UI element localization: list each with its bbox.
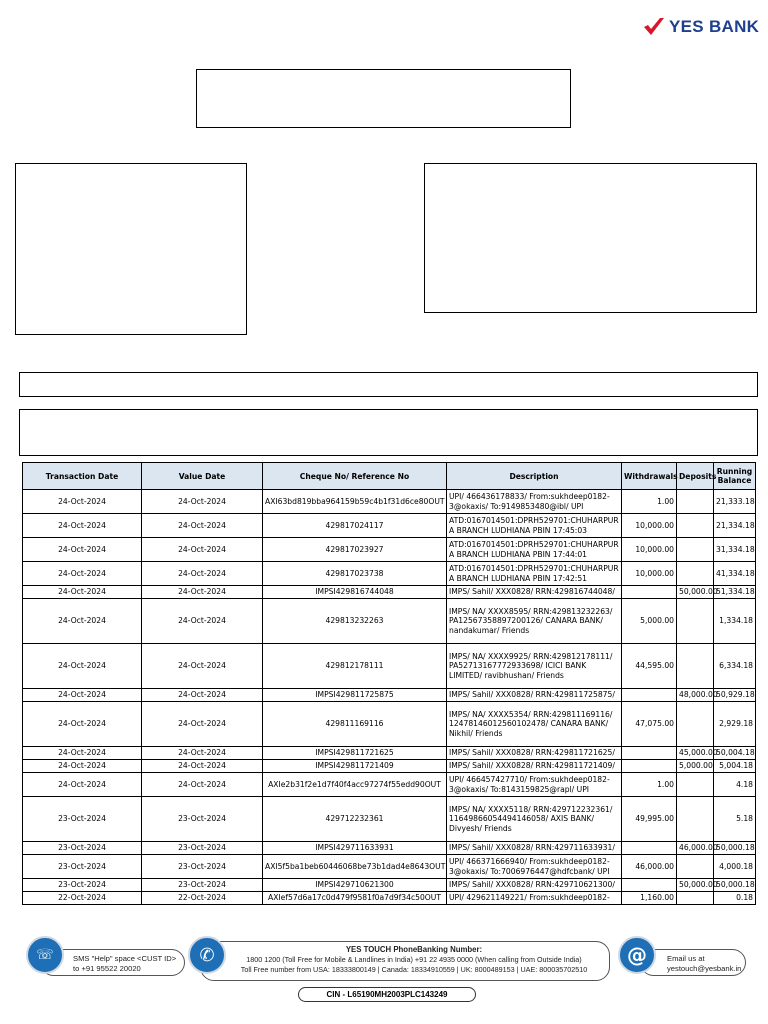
yes-bank-logo (641, 14, 759, 40)
cell-transaction-date: 24-Oct-2024 (23, 747, 142, 760)
cell-reference-no: 429817024117 (263, 514, 447, 538)
redacted-customer-box (15, 163, 247, 335)
cell-deposits (677, 562, 714, 586)
cell-deposits (677, 599, 714, 644)
cin-number: CIN - L65190MH2003PLC143249 (298, 987, 476, 1002)
telephone-icon: ✆ (188, 936, 226, 974)
cell-running-balance: 0.18 (714, 892, 756, 905)
cell-deposits: 48,000.00 (677, 689, 714, 702)
table-row (23, 855, 756, 879)
cell-deposits (677, 797, 714, 842)
cell-running-balance: 6,334.18 (714, 644, 756, 689)
cell-running-balance: 21,334.18 (714, 514, 756, 538)
cell-description: ATD:0167014501:DPRH529701:CHUHARPURA BRANCH LUDHIANA PBIN 17:42:51 (447, 562, 622, 586)
cell-withdrawals: 1.00 (622, 490, 677, 514)
footer-contact-banner (22, 936, 755, 1006)
phone-sms-icon: ☏ (26, 936, 64, 974)
cell-transaction-date: 24-Oct-2024 (23, 760, 142, 773)
cell-withdrawals: 49,995.00 (622, 797, 677, 842)
cell-description: ATD:0167014501:DPRH529701:CHUHARPURA BRANCH LUDHIANA PBIN 17:45:03 (447, 514, 622, 538)
cell-withdrawals (622, 689, 677, 702)
table-row (23, 586, 756, 599)
cell-transaction-date: 24-Oct-2024 (23, 562, 142, 586)
brand-name: YES BANK (669, 17, 760, 36)
header-deposits: Deposits (677, 463, 714, 490)
email-text-2: yestouch@yesbank.in (667, 963, 742, 973)
cell-withdrawals (622, 586, 677, 599)
cell-deposits (677, 538, 714, 562)
cell-transaction-date: 23-Oct-2024 (23, 879, 142, 892)
cell-value-date: 24-Oct-2024 (142, 689, 263, 702)
cell-deposits (677, 773, 714, 797)
cell-value-date: 24-Oct-2024 (142, 586, 263, 599)
phonebanking-title: YES TOUCH PhoneBanking Number: (345, 945, 483, 954)
cell-transaction-date: 24-Oct-2024 (23, 689, 142, 702)
table-row (23, 514, 756, 538)
cell-deposits (677, 490, 714, 514)
cell-description: UPI/ 466457427710/ From:sukhdeep0182-3@okaxis/ To:8143159825@rapl/ UPI (447, 773, 622, 797)
cell-description: UPI/ 466371666940/ From:sukhdeep0182-3@okaxis/ To:7006976447@hdfcbank/ UPI (447, 855, 622, 879)
cell-deposits (677, 514, 714, 538)
header-withdrawals: Withdrawals (622, 463, 677, 490)
cell-description: IMPS/ NA/ XXXX5118/ RRN:429712232361/ 11649866054494146058/ AXIS BANK/ Divyesh/ Friends (447, 797, 622, 842)
cell-description: IMPS/ NA/ XXXX9925/ RRN:429812178111/ PA52713167772933698/ ICICI BANK LIMITED/ ravibhushan/ Friends (447, 644, 622, 689)
cell-transaction-date: 23-Oct-2024 (23, 855, 142, 879)
cell-description: UPI/ 429621149221/ From:sukhdeep0182- (447, 892, 622, 905)
cell-withdrawals: 44,595.00 (622, 644, 677, 689)
sms-text-1: SMS "Help" space <CUST ID> (73, 954, 177, 963)
table-header-row (23, 463, 756, 490)
cell-transaction-date: 24-Oct-2024 (23, 586, 142, 599)
cell-deposits (677, 892, 714, 905)
cell-description: UPI/ 466436178833/ From:sukhdeep0182-3@okaxis/ To:9149853480@ibl/ UPI (447, 490, 622, 514)
phonebanking-pill (200, 941, 610, 981)
cell-withdrawals (622, 760, 677, 773)
cell-withdrawals: 5,000.00 (622, 599, 677, 644)
cell-deposits: 50,000.00 (677, 586, 714, 599)
cell-transaction-date: 23-Oct-2024 (23, 797, 142, 842)
cell-reference-no: AXI63bd819bba964159b59c4b1f31d6ce80OUT (263, 490, 447, 514)
cell-reference-no: 429812178111 (263, 644, 447, 689)
cell-withdrawals: 47,075.00 (622, 702, 677, 747)
cell-running-balance: 41,334.18 (714, 562, 756, 586)
header-transaction-date: Transaction Date (23, 463, 142, 490)
cell-transaction-date: 22-Oct-2024 (23, 892, 142, 905)
cell-running-balance: 2,929.18 (714, 702, 756, 747)
at-sign-icon: @ (618, 936, 656, 974)
cell-withdrawals (622, 747, 677, 760)
cell-reference-no: 429813232263 (263, 599, 447, 644)
cell-reference-no: AXIe2b31f2e1d7f40f4acc97274f55edd90OUT (263, 773, 447, 797)
table-row (23, 702, 756, 747)
phonebanking-line-2: Toll Free number from USA: 18333800149 | Canada: 18334910559 | UK: 8000489153 | UAE: 800035702510 (240, 965, 588, 974)
cell-value-date: 24-Oct-2024 (142, 773, 263, 797)
header-description: Description (447, 463, 622, 490)
table-row (23, 892, 756, 905)
table-row (23, 689, 756, 702)
cell-running-balance: 51,334.18 (714, 586, 756, 599)
cell-description: IMPS/ Sahil/ XXX0828/ RRN:429711633931/ (447, 842, 622, 855)
cell-deposits (677, 644, 714, 689)
cell-description: ATD:0167014501:DPRH529701:CHUHARPURA BRANCH LUDHIANA PBIN 17:44:01 (447, 538, 622, 562)
cell-description: IMPS/ Sahil/ XXX0828/ RRN:429710621300/ (447, 879, 622, 892)
cell-running-balance: 4.18 (714, 773, 756, 797)
cell-description: IMPS/ Sahil/ XXX0828/ RRN:429811721409/ (447, 760, 622, 773)
cell-transaction-date: 24-Oct-2024 (23, 490, 142, 514)
cell-value-date: 24-Oct-2024 (142, 760, 263, 773)
cell-reference-no: AXI5f5ba1beb60446068be73b1dad4e8643OUT (263, 855, 447, 879)
cell-reference-no: 429712232361 (263, 797, 447, 842)
email-text-1: Email us at (667, 954, 705, 963)
cell-value-date: 24-Oct-2024 (142, 538, 263, 562)
redacted-header-box (196, 69, 571, 128)
cell-reference-no: AXIef57d6a17c0d479f9581f0a7d9f34c50OUT (263, 892, 447, 905)
cell-value-date: 24-Oct-2024 (142, 702, 263, 747)
phonebanking-line-1: 1800 1200 (Toll Free for Mobile & Landlines in India) +91 22 4935 0000 (When calling from Outside India) (246, 955, 582, 964)
header-value-date: Value Date (142, 463, 263, 490)
cell-deposits: 45,000.00 (677, 747, 714, 760)
table-row (23, 538, 756, 562)
cell-running-balance: 31,334.18 (714, 538, 756, 562)
cell-withdrawals: 1,160.00 (622, 892, 677, 905)
table-row (23, 644, 756, 689)
checkmark-logo-icon (641, 14, 667, 40)
redacted-period-box (19, 372, 758, 397)
table-row (23, 599, 756, 644)
cell-running-balance: 50,000.18 (714, 879, 756, 892)
cell-deposits: 5,000.00 (677, 760, 714, 773)
cell-description: IMPS/ Sahil/ XXX0828/ RRN:429811725875/ (447, 689, 622, 702)
cell-value-date: 23-Oct-2024 (142, 855, 263, 879)
cell-deposits: 50,000.00 (677, 879, 714, 892)
table-row (23, 760, 756, 773)
cell-reference-no: IMPSI429811725875 (263, 689, 447, 702)
cell-reference-no: IMPSI429811721625 (263, 747, 447, 760)
cell-running-balance: 50,929.18 (714, 689, 756, 702)
cell-running-balance: 5.18 (714, 797, 756, 842)
cell-withdrawals: 10,000.00 (622, 538, 677, 562)
cell-transaction-date: 24-Oct-2024 (23, 538, 142, 562)
cell-value-date: 22-Oct-2024 (142, 892, 263, 905)
cell-deposits (677, 855, 714, 879)
cell-withdrawals (622, 842, 677, 855)
cell-value-date: 24-Oct-2024 (142, 562, 263, 586)
table-row (23, 842, 756, 855)
cell-description: IMPS/ NA/ XXXX8595/ RRN:429813232263/ PA12567358897200126/ CANARA BANK/ nandakumar/ Friends (447, 599, 622, 644)
cell-deposits: 46,000.00 (677, 842, 714, 855)
cell-value-date: 23-Oct-2024 (142, 879, 263, 892)
cell-transaction-date: 24-Oct-2024 (23, 773, 142, 797)
cell-description: IMPS/ Sahil/ XXX0828/ RRN:429816744048/ (447, 586, 622, 599)
cell-transaction-date: 23-Oct-2024 (23, 842, 142, 855)
sms-text-2: to +91 95522 20020 (73, 963, 141, 973)
cell-transaction-date: 24-Oct-2024 (23, 702, 142, 747)
cell-running-balance: 4,000.18 (714, 855, 756, 879)
cell-value-date: 24-Oct-2024 (142, 514, 263, 538)
cell-reference-no: IMPSI429710621300 (263, 879, 447, 892)
cell-withdrawals: 10,000.00 (622, 514, 677, 538)
cell-withdrawals: 10,000.00 (622, 562, 677, 586)
cell-transaction-date: 24-Oct-2024 (23, 514, 142, 538)
cell-description: IMPS/ NA/ XXXX5354/ RRN:429811169116/ 12478146012560102478/ CANARA BANK/ Nikhil/ Friends (447, 702, 622, 747)
table-row (23, 562, 756, 586)
cell-withdrawals: 46,000.00 (622, 855, 677, 879)
cell-deposits (677, 702, 714, 747)
cell-value-date: 24-Oct-2024 (142, 490, 263, 514)
table-row (23, 773, 756, 797)
table-row (23, 747, 756, 760)
cell-withdrawals: 1.00 (622, 773, 677, 797)
header-running-balance: Running Balance (714, 463, 756, 490)
cell-value-date: 24-Oct-2024 (142, 747, 263, 760)
redacted-account-box (424, 163, 757, 313)
cell-withdrawals (622, 879, 677, 892)
cell-value-date: 24-Oct-2024 (142, 644, 263, 689)
cell-running-balance: 50,004.18 (714, 747, 756, 760)
cell-reference-no: IMPSI429811721409 (263, 760, 447, 773)
cell-value-date: 23-Oct-2024 (142, 797, 263, 842)
table-row (23, 490, 756, 514)
cell-description: IMPS/ Sahil/ XXX0828/ RRN:429811721625/ (447, 747, 622, 760)
cell-transaction-date: 24-Oct-2024 (23, 599, 142, 644)
cell-value-date: 24-Oct-2024 (142, 599, 263, 644)
cell-reference-no: 429811169116 (263, 702, 447, 747)
table-row (23, 879, 756, 892)
cell-reference-no: 429817023738 (263, 562, 447, 586)
cell-running-balance: 21,333.18 (714, 490, 756, 514)
table-row (23, 797, 756, 842)
cell-value-date: 23-Oct-2024 (142, 842, 263, 855)
cell-transaction-date: 24-Oct-2024 (23, 644, 142, 689)
redacted-summary-box (19, 409, 758, 456)
header-reference-no: Cheque No/ Reference No (263, 463, 447, 490)
cell-running-balance: 5,004.18 (714, 760, 756, 773)
cell-running-balance: 50,000.18 (714, 842, 756, 855)
cell-running-balance: 1,334.18 (714, 599, 756, 644)
cell-reference-no: IMPSI429711633931 (263, 842, 447, 855)
transactions-table (22, 462, 756, 905)
cell-reference-no: 429817023927 (263, 538, 447, 562)
cell-reference-no: IMPSI429816744048 (263, 586, 447, 599)
